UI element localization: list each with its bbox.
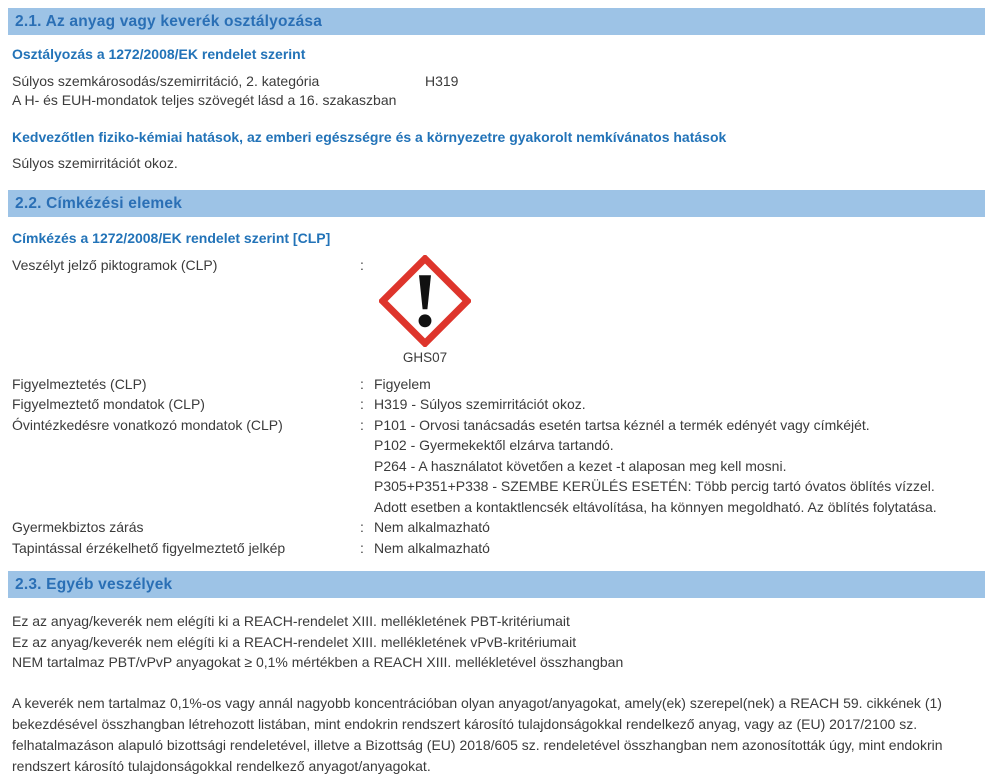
adverse-effects-subheading: Kedvezőtlen fiziko-kémiai hatások, az emberi egészségre és a környezetre gyakorolt nemkívánatos hatások [12,129,727,145]
other-hazards-lines [8,611,985,673]
pictogram-code-label: GHS07 [402,350,448,365]
h-statements-note: A H- és EUH-mondatok teljes szövegét lásd a 16. szakaszban [12,92,397,108]
precautionary-statements-label: Óvintézkedésre vonatkozó mondatok (CLP) [12,416,283,433]
classification-row [8,72,985,91]
hazard-statements-row [8,394,985,415]
vpvb-criteria-line: Ez az anyag/keverék nem elégíti ki a REACH-rendelet XIII. mellékletének vPvB-kritériumait [12,633,577,650]
colon-separator: : [360,396,364,412]
pbt-content-line: NEM tartalmaz PBT/vPvP anyagokat ≥ 0,1% mértékben a REACH XIII. mellékletével összhangban [12,654,624,670]
section-2-1-title: 2.1. Az anyag vagy keverék osztályozása [15,13,323,30]
p-phrase-line: P264 - A használatot követően a kezet -t alaposan meg kell mosni. [374,457,787,474]
classification-h-code: H319 [425,73,459,89]
child-resistant-closure-row [8,517,985,538]
section-2-3-title: 2.3. Egyéb veszélyek [15,576,173,593]
colon-separator: : [360,519,364,535]
colon-separator: : [360,416,364,433]
colon-separator: : [360,539,364,556]
child-resistant-closure-value: Nem alkalmazható [374,519,490,535]
classification-subheading: Osztályozás a 1272/2008/EK rendelet szerint [12,46,306,62]
adverse-effects-text: Súlyos szemirritációt okoz. [12,155,178,171]
signal-word-value: Figyelem [374,375,431,392]
p-phrase-line: Adott esetben a kontaktlencsék eltávolítása, ha könnyen megoldható. Az öblítés folytatása. [374,498,937,515]
p-phrase-line: P101 - Orvosi tanácsadás esetén tartsa kéznél a termék edényét vagy címkéjét. [374,416,870,433]
tactile-warning-row [8,538,985,559]
tactile-warning-value: Nem alkalmazható [374,539,490,556]
pictogram-row [8,255,985,369]
section-2-1-header [8,8,985,35]
pictogram-row-label: Veszélyt jelző piktogramok (CLP) [12,257,218,273]
hazard-statements-value: H319 - Súlyos szemirritációt okoz. [374,396,586,412]
signal-word-label: Figyelmeztetés (CLP) [12,375,147,392]
classification-category: Súlyos szemkárosodás/szemirritáció, 2. kategória [12,73,320,89]
labelling-subheading: Címkézés a 1272/2008/EK rendelet szerint [CLP] [12,230,331,246]
pbt-criteria-line: Ez az anyag/keverék nem elégíti ki a REACH-rendelet XIII. mellékletének PBT-kritériumait [12,613,570,629]
section-2-3-header [8,571,985,598]
hazard-statements-label: Figyelmeztető mondatok (CLP) [12,396,205,412]
p-phrase-line: P305+P351+P338 - SZEMBE KERÜLÉS ESETÉN: Több percig tartó óvatos öblítés vízzel. [374,478,935,494]
section-2-2-header [8,190,985,217]
signal-word-row [8,374,985,395]
precautionary-statements-value [374,415,985,518]
colon-separator: : [360,375,364,392]
tactile-warning-label: Tapintással érzékelhető figyelmeztető jelkép [12,539,286,556]
labelling-rows [8,374,985,559]
section-2-2-title: 2.2. Címkézési elemek [15,195,183,212]
pictogram-block [378,255,472,369]
child-resistant-closure-label: Gyermekbiztos zárás [12,519,144,535]
p-phrase-line: P102 - Gyermekektől elzárva tartandó. [374,437,614,453]
colon-separator: : [360,257,364,273]
precautionary-statements-row [8,415,985,518]
ghs07-exclamation-mark-pictogram-icon [379,255,471,347]
endocrine-disruptor-paragraph: A keverék nem tartalmaz 0,1%-os vagy annál nagyobb koncentrációban olyan anyagot/anyagokat, amely(ek) szerepel(nek) a REACH 59. cikkének (1) bekezdésével összhangban létrehozott listában, mint endokrin rendszert károsító tulajdonságokkal rendelkező anyag, vagy az (EU) 2017/2100 sz. felhatalmazáson alapuló bizottsági rendeletével, illetve a Bizottság (EU) 2018/605 sz. rendeletével összhangban nem azonosították úgy, mint endokrin rendszert károsító tulajdonságokkal rendelkező anyagot/anyagokat. [12,694,943,774]
